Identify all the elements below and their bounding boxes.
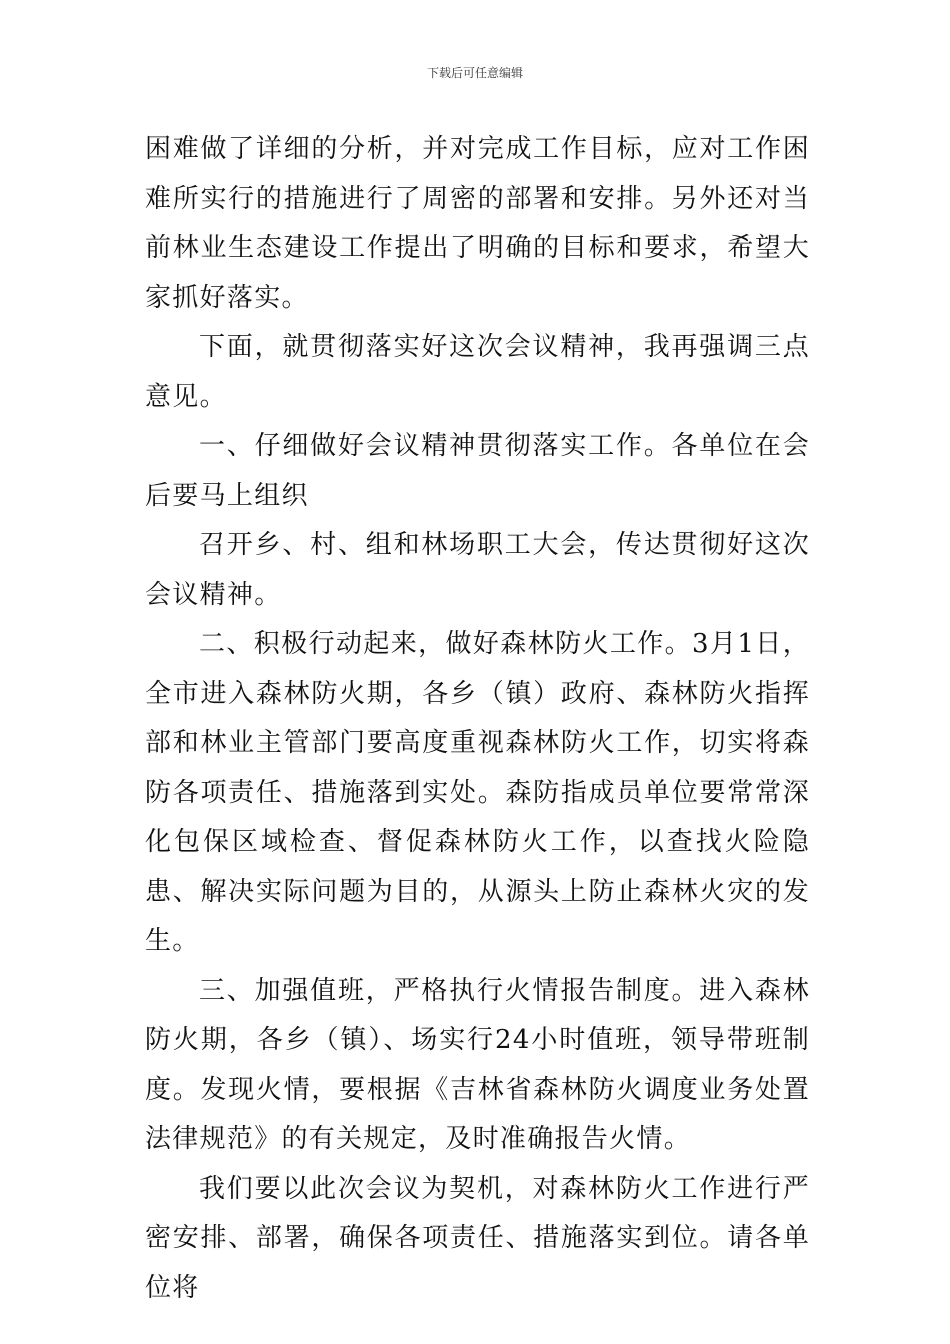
paragraph-intro: 下面，就贯彻落实好这次会议精神，我再强调三点意见。 bbox=[145, 332, 810, 412]
paragraph-continuation: 困难做了详细的分析，并对完成工作目标，应对工作困难所实行的措施进行了周密的部署和安排。另外还对当前林业生态建设工作提出了明确的目标和要求，希望大家抓好落实。 bbox=[145, 134, 810, 313]
document-body bbox=[145, 125, 810, 1313]
paragraph-point-one-cont: 召开乡、村、组和林场职工大会，传达贯彻好这次会议精神。 bbox=[145, 530, 810, 610]
paragraph-point-three: 三、加强值班，严格执行火情报告制度。进入森林防火期，各乡（镇）、场实行24小时值班，领导带班制度。发现火情，要根据《吉林省森林防火调度业务处置法律规范》的有关规定，及时准确报告火情。 bbox=[145, 975, 810, 1154]
paragraph-point-one: 一、仔细做好会议精神贯彻落实工作。各单位在会后要马上组织 bbox=[145, 431, 810, 511]
page-header-note: 下载后可任意编辑 bbox=[426, 66, 523, 80]
paragraph-closing: 我们要以此次会议为契机，对森林防火工作进行严密安排、部署，确保各项责任、措施落实到位。请各单位将 bbox=[145, 1173, 810, 1303]
paragraph-point-two: 二、积极行动起来，做好森林防火工作。3月1日，全市进入森林防火期，各乡（镇）政府、森林防火指挥部和林业主管部门要高度重视森林防火工作，切实将森防各项责任、措施落到实处。森防指成员单位要常常深化包保区域检查、督促森林防火工作，以查找火险隐患、解决实际问题为目的，从源头上防止森林火灾的发生。 bbox=[145, 629, 810, 956]
